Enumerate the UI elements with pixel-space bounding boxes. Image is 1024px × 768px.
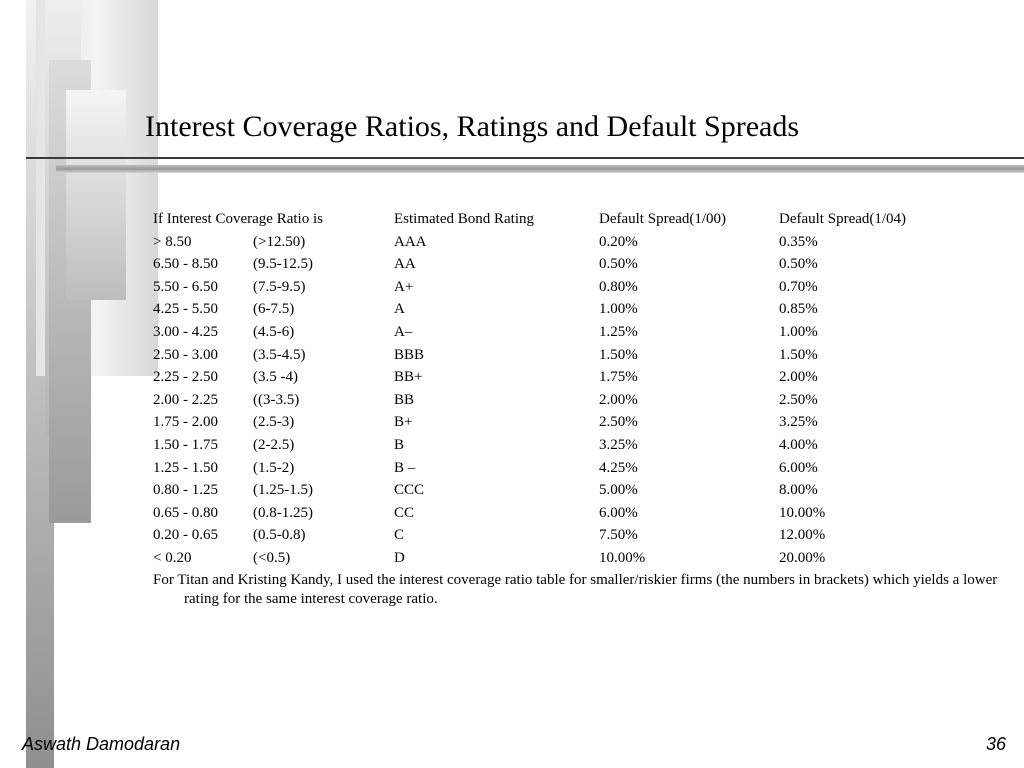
header-coverage-ratio: If Interest Coverage Ratio is xyxy=(153,211,323,227)
small-firm-ratio-cell: (3.5-4.5) xyxy=(253,346,306,363)
spread-2000-cell: 1.75% xyxy=(599,369,638,386)
coverage-ratio-cell: 2.50 - 3.00 xyxy=(153,346,218,363)
small-firm-ratio-cell: (>12.50) xyxy=(253,233,306,250)
coverage-ratio-cell: 0.20 - 0.65 xyxy=(153,527,218,544)
coverage-ratio-cell: > 8.50 xyxy=(153,233,192,250)
spread-2000-cell: 0.50% xyxy=(599,256,638,273)
table-row xyxy=(153,321,929,344)
decorative-bar xyxy=(66,90,126,300)
spread-2004-cell: 10.00% xyxy=(779,504,826,521)
bond-rating-cell: A+ xyxy=(394,278,414,295)
table-row xyxy=(153,547,929,570)
bond-rating-cell: B xyxy=(394,436,405,453)
coverage-ratio-cell: 2.25 - 2.50 xyxy=(153,369,218,386)
bond-rating-cell: A xyxy=(394,301,405,318)
small-firm-ratio-cell: (2-2.5) xyxy=(253,436,295,453)
spread-2004-cell: 1.50% xyxy=(779,346,818,363)
coverage-ratio-cell: 3.00 - 4.25 xyxy=(153,323,218,340)
spread-2004-cell: 3.25% xyxy=(779,414,818,431)
header-bond-rating: Estimated Bond Rating xyxy=(394,211,534,227)
small-firm-ratio-cell: (9.5-12.5) xyxy=(253,256,313,273)
table-row xyxy=(153,457,929,480)
spread-2004-cell: 12.00% xyxy=(779,527,826,544)
small-firm-ratio-cell: (1.25-1.5) xyxy=(253,482,313,499)
table-header-row xyxy=(153,208,929,231)
footer-author: Aswath Damodaran xyxy=(22,734,181,754)
small-firm-ratio-cell: (0.5-0.8) xyxy=(253,527,306,544)
table-row xyxy=(153,344,929,367)
bond-rating-cell: CCC xyxy=(394,482,425,499)
small-firm-ratio-cell: (<0.5) xyxy=(253,549,291,566)
spread-2004-cell: 0.35% xyxy=(779,233,818,250)
bond-rating-cell: D xyxy=(394,549,405,566)
table-row xyxy=(153,524,929,547)
table-row xyxy=(153,253,929,276)
footer-page-number: 36 xyxy=(985,734,1006,754)
table-row xyxy=(153,434,929,457)
small-firm-ratio-cell: (4.5-6) xyxy=(253,323,295,340)
spread-2004-cell: 6.00% xyxy=(779,459,818,476)
coverage-ratio-cell: 0.65 - 0.80 xyxy=(153,504,218,521)
spread-2004-cell: 8.00% xyxy=(779,482,818,499)
table-row xyxy=(153,479,929,502)
small-firm-ratio-cell: (1.5-2) xyxy=(253,459,295,476)
bond-rating-cell: B – xyxy=(394,459,416,476)
bond-rating-cell: CC xyxy=(394,504,415,521)
spread-2000-cell: 1.50% xyxy=(599,346,638,363)
table-row xyxy=(153,366,929,389)
bond-rating-cell: AA xyxy=(394,256,416,273)
bond-rating-cell: AAA xyxy=(394,233,427,250)
spread-2000-cell: 6.00% xyxy=(599,504,638,521)
spread-2000-cell: 4.25% xyxy=(599,459,638,476)
spread-2004-cell: 0.85% xyxy=(779,301,818,318)
spread-2004-cell: 2.00% xyxy=(779,369,818,386)
coverage-ratio-cell: 2.00 - 2.25 xyxy=(153,391,218,408)
spread-2000-cell: 1.25% xyxy=(599,323,638,340)
title-divider xyxy=(26,157,1024,159)
spread-2000-cell: 2.50% xyxy=(599,414,638,431)
spread-2000-cell: 7.50% xyxy=(599,527,638,544)
rating-table xyxy=(153,208,929,570)
spread-2000-cell: 1.00% xyxy=(599,301,638,318)
coverage-ratio-cell: 4.25 - 5.50 xyxy=(153,301,218,318)
small-firm-ratio-cell: (2.5-3) xyxy=(253,414,295,431)
spread-2000-cell: 10.00% xyxy=(599,549,646,566)
table-row xyxy=(153,276,929,299)
table-row xyxy=(153,389,929,412)
slide-title: Interest Coverage Ratios, Ratings and Default Spreads xyxy=(145,110,799,143)
small-firm-ratio-cell: ((3-3.5) xyxy=(253,391,300,408)
spread-2000-cell: 0.80% xyxy=(599,278,638,295)
table-row xyxy=(153,411,929,434)
bond-rating-cell: C xyxy=(394,527,405,544)
bond-rating-cell: BB xyxy=(394,391,415,408)
coverage-ratio-cell: 1.50 - 1.75 xyxy=(153,436,218,453)
spread-2000-cell: 2.00% xyxy=(599,391,638,408)
coverage-ratio-cell: < 0.20 xyxy=(153,549,192,566)
small-firm-ratio-cell: (7.5-9.5) xyxy=(253,278,306,295)
spread-2000-cell: 3.25% xyxy=(599,436,638,453)
bond-rating-cell: BBB xyxy=(394,346,425,363)
small-firm-ratio-cell: (6-7.5) xyxy=(253,301,295,318)
small-firm-ratio-cell: (3.5 -4) xyxy=(253,369,298,386)
header-spread-2004: Default Spread(1/04) xyxy=(779,211,907,227)
coverage-ratio-cell: 6.50 - 8.50 xyxy=(153,256,218,273)
bond-rating-cell: B+ xyxy=(394,414,413,431)
spread-2000-cell: 5.00% xyxy=(599,482,638,499)
spread-2000-cell: 0.20% xyxy=(599,233,638,250)
footnote: For Titan and Kristing Kandy, I used the interest coverage ratio table for smaller/riskier firms (the numbers in brackets) which yields a lower rating for the same interest coverage ratio. xyxy=(153,572,998,607)
table-row xyxy=(153,502,929,525)
coverage-ratio-cell: 1.25 - 1.50 xyxy=(153,459,218,476)
coverage-ratio-cell: 1.75 - 2.00 xyxy=(153,414,218,431)
table-body xyxy=(153,231,929,570)
spread-2004-cell: 1.00% xyxy=(779,323,818,340)
spread-2004-cell: 0.50% xyxy=(779,256,818,273)
coverage-ratio-cell: 5.50 - 6.50 xyxy=(153,278,218,295)
spread-2004-cell: 2.50% xyxy=(779,391,818,408)
bond-rating-cell: A– xyxy=(394,323,413,340)
table-row xyxy=(153,231,929,254)
header-spread-2000: Default Spread(1/00) xyxy=(599,211,727,227)
title-divider-shadow xyxy=(56,165,1024,173)
spread-2004-cell: 0.70% xyxy=(779,278,818,295)
bond-rating-cell: BB+ xyxy=(394,369,423,386)
coverage-ratio-cell: 0.80 - 1.25 xyxy=(153,482,218,499)
spread-2004-cell: 4.00% xyxy=(779,436,818,453)
table-row xyxy=(153,298,929,321)
small-firm-ratio-cell: (0.8-1.25) xyxy=(253,504,313,521)
spread-2004-cell: 20.00% xyxy=(779,549,826,566)
